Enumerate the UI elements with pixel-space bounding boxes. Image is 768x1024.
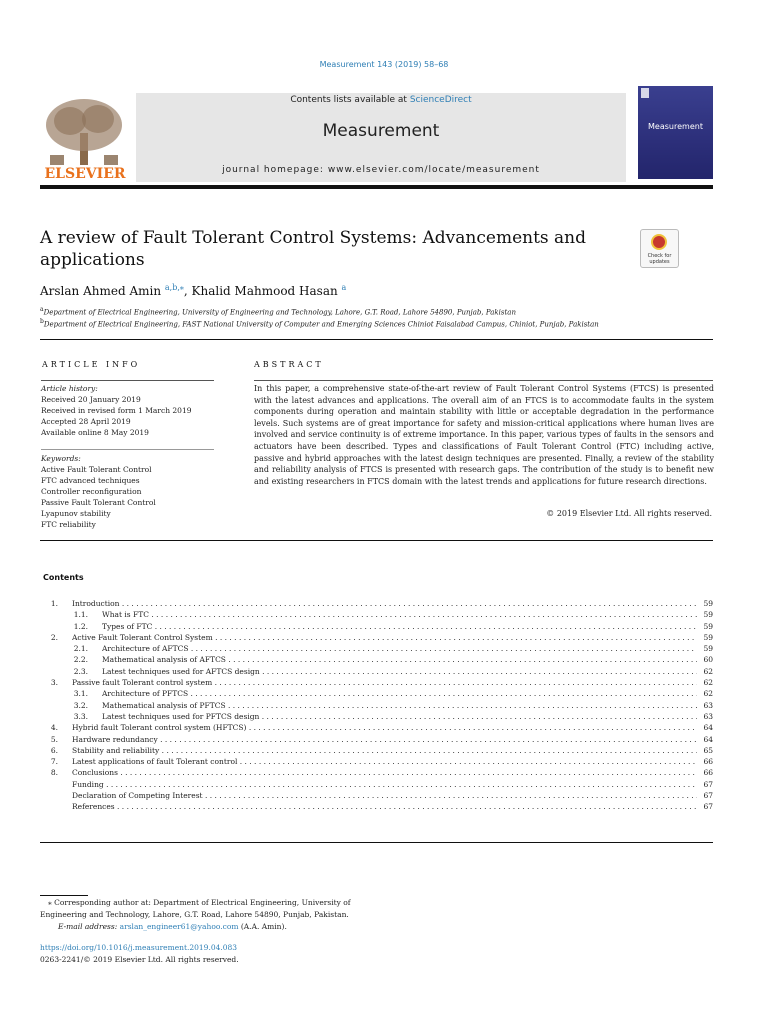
toc-title[interactable]: Latest techniques used for PFTCS design . . . [102,711,697,722]
keyword: Active Fault Tolerant Control [41,465,152,474]
journal-cover-image [638,86,713,179]
toc-row[interactable] [40,700,713,711]
publisher-wordmark: ELSEVIER [44,166,126,182]
toc-number: 4. [50,723,58,733]
toc-page-number: 67 [703,791,713,801]
header-divider [40,185,713,189]
toc-page-number: 59 [703,644,713,654]
toc-row[interactable] [40,767,713,778]
toc-number: 6. [50,745,58,755]
keywords [41,453,156,530]
toc-page-number: 62 [703,689,713,699]
toc-number: 2.3. [73,666,88,676]
toc-number: 3.1. [73,689,88,699]
toc-number: 3.3. [73,711,88,721]
history-item: Accepted 28 April 2019 [41,417,131,426]
journal-name: Measurement [322,121,440,141]
toc-title[interactable]: Introduction . . . [72,598,697,609]
toc-number: 7. [50,757,58,767]
toc-title[interactable]: Mathematical analysis of AFTCS . . . [102,654,697,665]
toc-number: 1.2. [73,621,88,631]
toc-page-number: 62 [703,666,713,676]
toc-row[interactable] [40,745,713,756]
toc-number: 1. [50,599,58,608]
contents-heading: Contents [43,573,84,582]
toc-title[interactable]: Hybrid fault Tolerant control system (HFTCS) . . . [72,722,697,733]
journal-homepage[interactable]: journal homepage: www.elsevier.com/locate/measurement [222,165,540,175]
toc-title[interactable]: Types of FTC . . . [102,621,697,632]
toc-title[interactable]: Active Fault Tolerant Control System . . . [72,632,697,643]
contents-available-text: Contents lists available at [290,95,407,105]
toc-page-number: 63 [703,700,713,710]
toc-number: 3. [50,678,58,688]
toc-page-number: 59 [703,599,713,608]
affiliation-text: Department of Electrical Engineering, University of Engineering and Technology, Lahore, G.T. Road, Lahore 54890, Punjab, Pakistan [43,308,516,317]
toc-page-number: 62 [703,678,713,688]
toc-title[interactable]: Passive fault Tolerant control system . . . [72,677,697,688]
article-title: A review of Fault Tolerant Control Systems: Advancements and applications [40,228,587,270]
history-item: Received 20 January 2019 [41,395,141,404]
section-divider [40,842,713,843]
toc-number: 8. [50,768,58,778]
check-for-updates-badge[interactable] [640,229,679,268]
check-for-updates-label: Check for updates [647,253,672,265]
bookmark-icon [651,234,667,250]
toc-title[interactable]: References . . . [72,801,697,812]
author-affiliation-marks[interactable]: a [341,283,347,292]
section-divider [40,540,713,541]
author-list: Arslan Ahmed Amin $^{a,b,⁎}$, Khalid Mahmood Hasan $^a$ [40,283,347,298]
doi-link[interactable]: https://doi.org/10.1016/j.measurement.2019.04.083 [40,943,238,952]
journal-reference-link[interactable]: Measurement 143 (2019) 58–68 [319,60,449,69]
keyword: Lyapunov stability [41,509,111,518]
sciencedirect-link[interactable]: ScienceDirect [409,95,472,105]
footnote-mark: ⁎ [48,898,52,907]
toc-page-number: 60 [703,655,713,665]
toc-number: 2. [50,632,58,642]
corresponding-author-footnote [40,897,380,933]
toc-title[interactable]: Latest techniques used for AFTCS design . . . [102,666,697,677]
toc-row[interactable] [40,654,713,665]
keywords-divider [41,449,214,450]
toc-page-number: 65 [703,745,713,755]
author-name[interactable]: Khalid Mahmood Hasan [191,284,338,298]
keyword: Passive Fault Tolerant Control [41,498,156,507]
toc-page-number: 66 [703,757,713,767]
affiliation-text: Department of Electrical Engineering, FAST National University of Computer and Emerging Sciences Chiniot Faisalabad Campus, Chiniot, Punjab, Pakistan [43,320,599,329]
toc-number: 2.2. [73,655,88,665]
toc-number: 5. [50,734,58,744]
toc-title[interactable]: Mathematical analysis of PFTCS . . . [102,700,697,711]
toc-row[interactable] [40,632,713,643]
toc-row[interactable] [40,643,713,654]
history-item: Received in revised form 1 March 2019 [41,406,192,415]
author-name[interactable]: Arslan Ahmed Amin [40,284,162,298]
keyword: FTC reliability [41,520,96,529]
toc-title[interactable]: Architecture of PFTCS . . . [102,688,697,699]
author-affiliation-marks[interactable]: a,b,⁎ [164,283,184,292]
keyword: Controller reconfiguration [41,487,142,496]
toc-number: 3.2. [73,700,88,710]
affiliation-mark: a [40,306,44,313]
toc-page-number: 64 [703,723,713,733]
abstract-heading: ABSTRACT [254,360,324,369]
affiliation-a [40,306,516,316]
footnote-divider [40,895,88,896]
article-history [41,383,192,438]
toc-page-number: 64 [703,734,713,744]
toc-page-number: 59 [703,632,713,642]
toc-number: 2.1. [73,644,88,654]
toc-row[interactable] [40,677,713,688]
contents-available [136,95,626,105]
toc-title[interactable]: Conclusions . . . [72,767,697,778]
footnote-text: Corresponding author at: Department of Electrical Engineering, University of Engineering and Technology, Lahore, G.T. Road, Lahore 54890, Punjab, Pakistan. [40,898,351,919]
toc-title[interactable]: Stability and reliability . . . [72,745,697,756]
email-label: E-mail address: [58,922,118,931]
toc-row[interactable] [40,621,713,632]
toc-row[interactable] [40,598,713,609]
keywords-label: Keywords: [41,454,81,463]
toc-title[interactable]: Funding . . . [72,779,697,790]
affiliation-mark: b [40,318,44,325]
toc-page-number: 66 [703,768,713,778]
toc-row[interactable] [40,688,713,699]
toc-row[interactable] [40,609,713,620]
cover-title: Measurement [648,122,703,131]
affiliation-b [40,318,599,328]
toc-page-number: 63 [703,711,713,721]
abstract-divider [254,380,713,381]
toc-page-number: 59 [703,610,713,620]
keyword: FTC advanced techniques [41,476,140,485]
article-info-heading: ARTICLE INFO [42,360,141,369]
toc-title[interactable]: Hardware redundancy . . . [72,734,697,745]
abstract-copyright: © 2019 Elsevier Ltd. All rights reserved. [546,509,712,518]
toc-row[interactable] [40,666,713,677]
toc-row[interactable] [40,779,713,790]
toc-title[interactable]: Latest applications of fault Tolerant control . . . [72,756,697,767]
toc-page-number: 67 [703,779,713,789]
toc-row[interactable] [40,711,713,722]
article-info-divider [41,380,214,381]
doi-block [40,942,239,966]
toc-page-number: 67 [703,802,713,812]
issn-copyright: 0263-2241/© 2019 Elsevier Ltd. All rights reserved. [40,955,239,964]
toc-row[interactable] [40,722,713,733]
history-item: Available online 8 May 2019 [41,428,149,437]
email-suffix: (A.A. Amin). [240,922,287,931]
article-history-label: Article history: [41,384,98,393]
toc-title[interactable]: Architecture of AFTCS . . . [102,643,697,654]
toc-title[interactable]: What is FTC . . . [102,609,697,620]
email-link[interactable]: arslan_engineer61@yahoo.com [119,922,239,931]
abstract-text: In this paper, a comprehensive state-of-the-art review of Fault Tolerant Control Systems (FTCS) is presented with the latest advances and applications. The overall aim of an FTCS is to accommodate faults in the system components during operation and maintain stability with little or acceptable degradation in the performance levels. Such systems are of great importance for safety and mission-critical applications where human lives are involved and service continuity is of extreme importance. In this paper, various types of faults in the sensors and actuators have been described. Types and classifications of Fault Tolerant Control (FTC) including active, passive and hybrid approaches with the latest design techniques are presented. Finally, a review of the stability and reliability analysis of FTCS is presented with research gaps. The contribution of the study is to benefit new and existing researchers in FTCS domain with the latest trends and applications for future research directions. [254,384,714,486]
toc-title[interactable]: Declaration of Competing Interest . . . [72,790,697,801]
toc-row[interactable] [40,734,713,745]
toc-page-number: 59 [703,621,713,631]
toc-row[interactable] [40,790,713,801]
cover-logo-mark [641,88,649,98]
toc-row[interactable] [40,801,713,812]
section-divider [40,339,713,340]
table-of-contents [40,598,713,813]
toc-number: 1.1. [73,610,88,620]
toc-row[interactable] [40,756,713,767]
